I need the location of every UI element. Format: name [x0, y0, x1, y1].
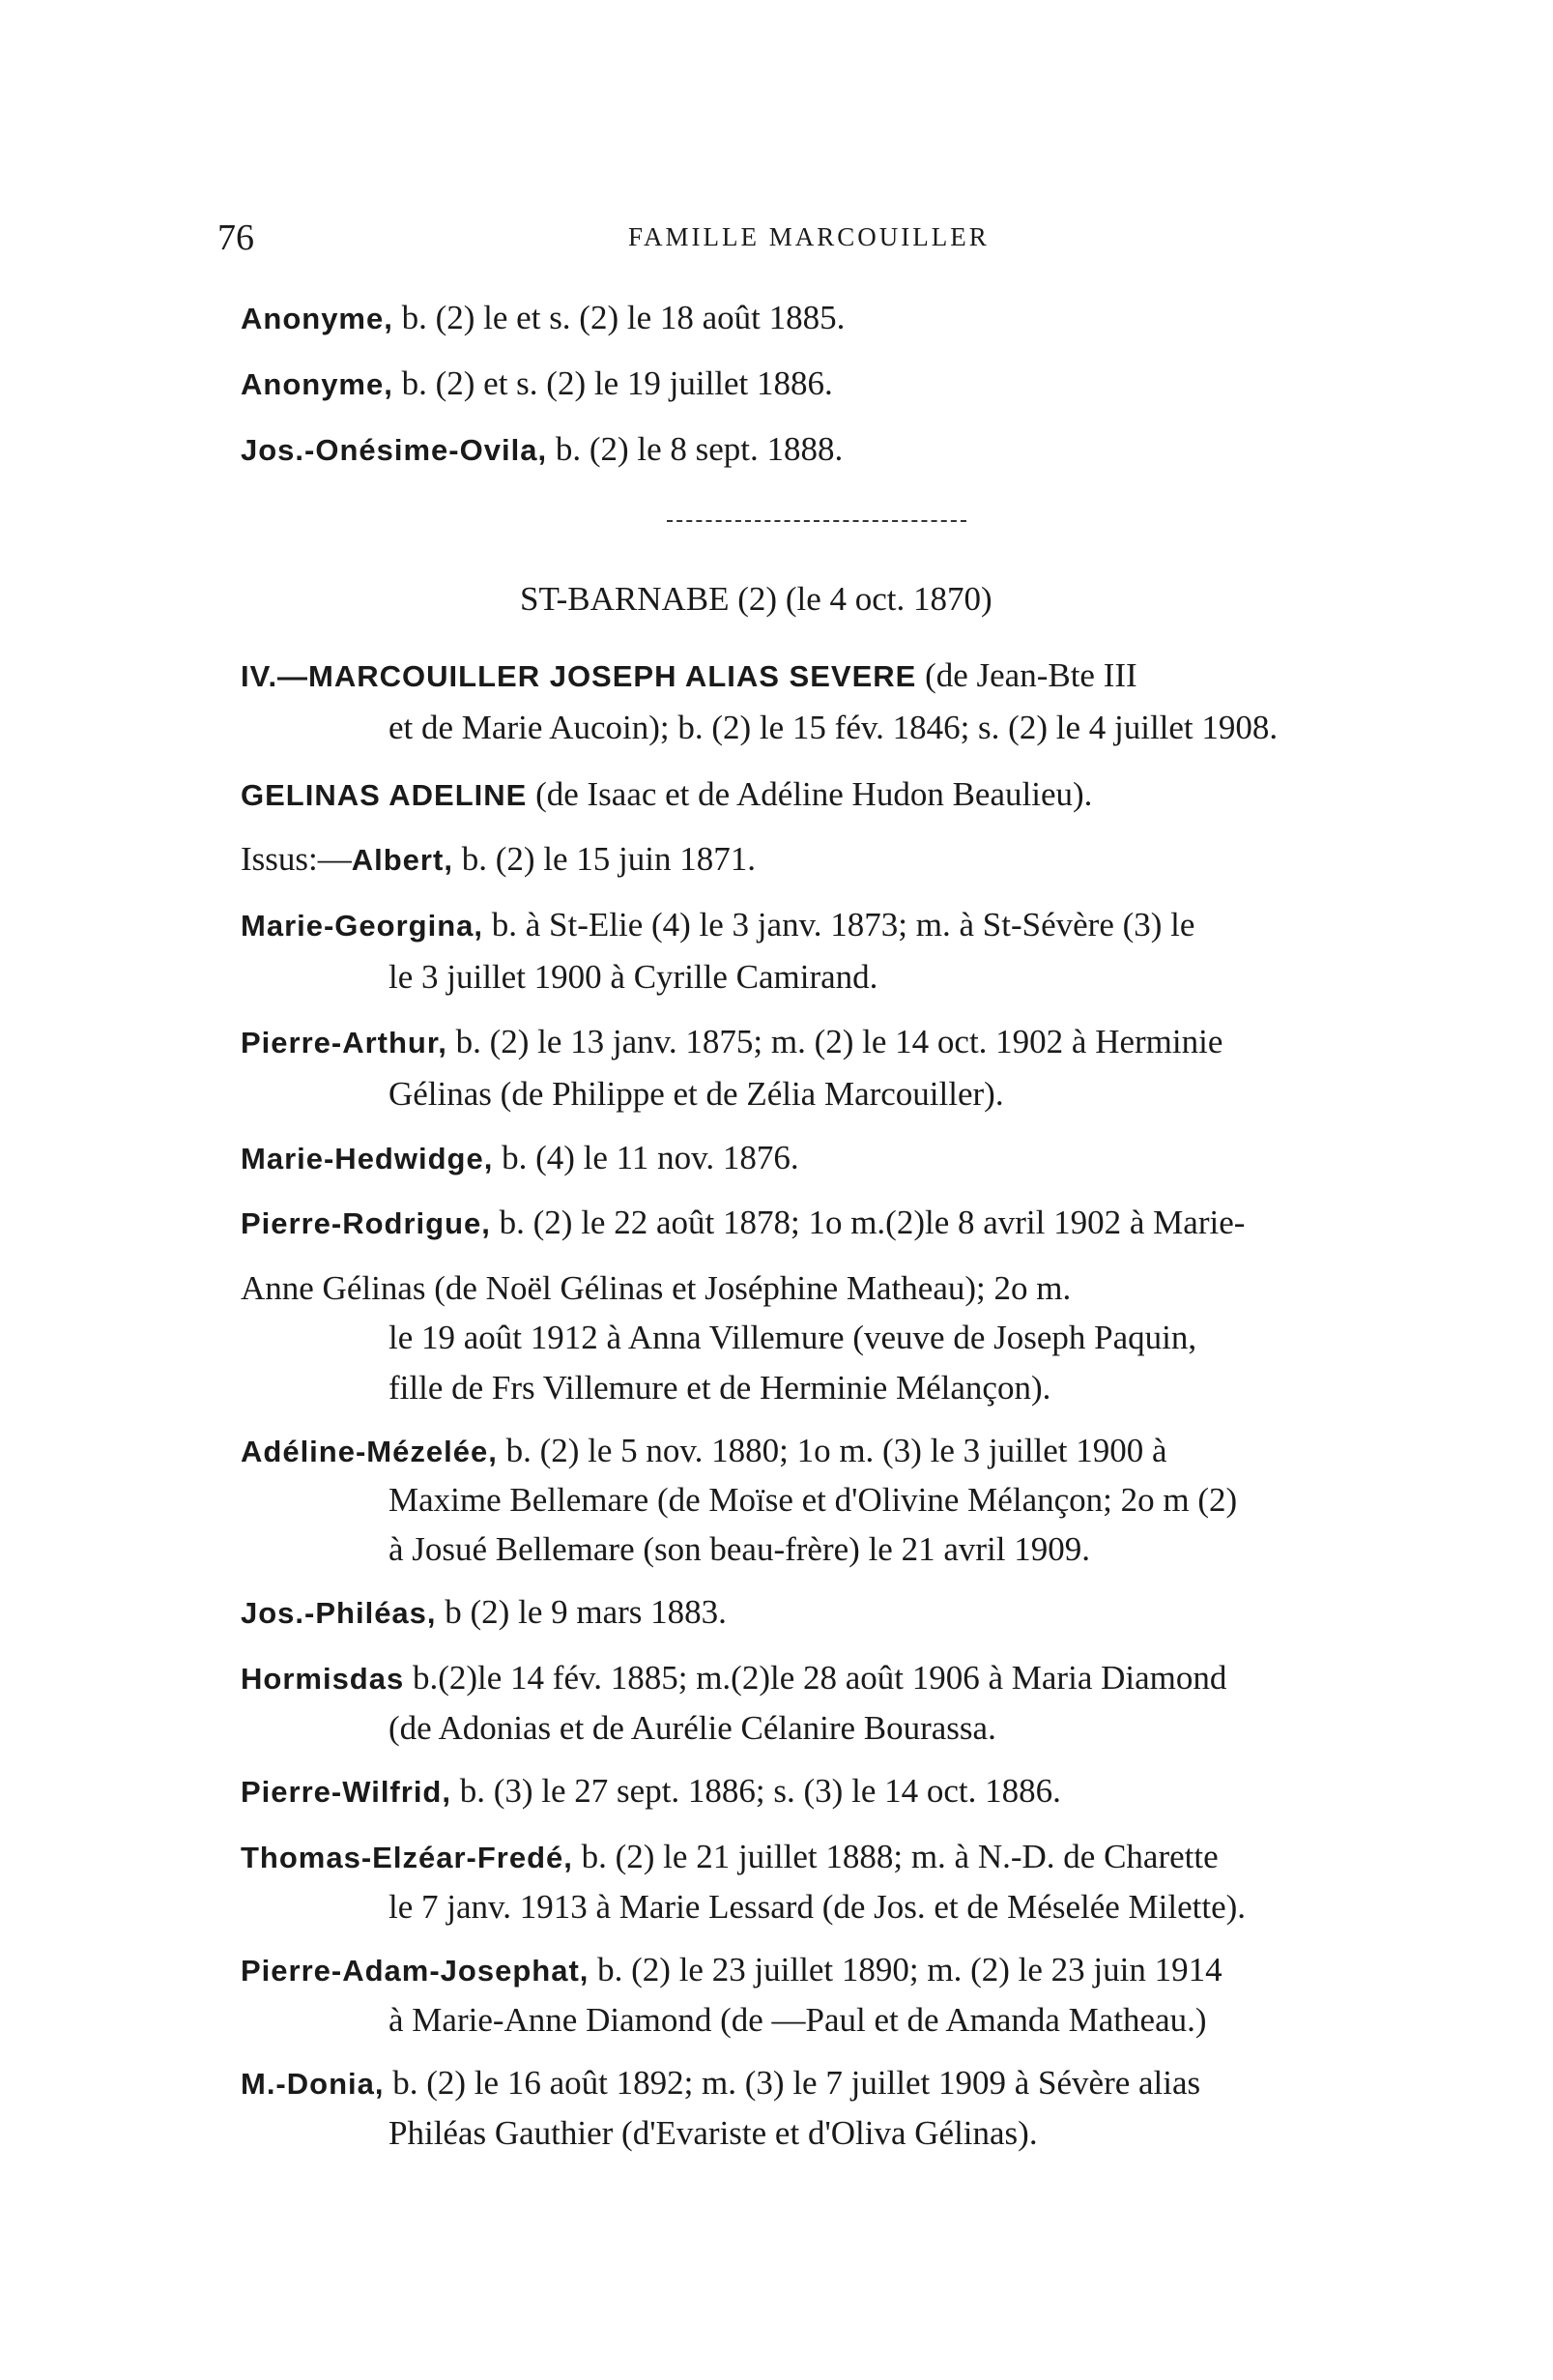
head-entry-line	[241, 653, 1400, 699]
child-text: b. (2) le 21 juillet 1888; m. à N.-D. de Charette	[572, 1838, 1219, 1875]
child-text: b. à St-Elie (4) le 3 janv. 1873; m. à St-Sévère (3) le	[483, 906, 1195, 943]
child-line	[241, 1590, 1400, 1636]
child-text: Anne Gélinas (de Noël Gélinas et Joséphine Matheau); 2o m.	[241, 1269, 1072, 1307]
child-line	[241, 1020, 1400, 1065]
child-text: b. (2) le 23 juillet 1890; m. (2) le 23 juin 1914	[589, 1951, 1222, 1988]
issus-line	[241, 837, 1400, 883]
entry-text: b. (2) le 8 sept. 1888.	[547, 430, 844, 468]
child-line	[241, 1266, 1400, 1312]
spouse-name: GELINAS ADELINE	[241, 778, 528, 812]
section-heading: ST-BARNABE (2) (le 4 oct. 1870)	[520, 580, 992, 618]
spouse-line	[241, 772, 1400, 818]
child-line	[241, 1769, 1400, 1814]
child-continuation: Gélinas (de Philippe et de Zélia Marcouiller).	[388, 1075, 1004, 1113]
head-entry-continuation: et de Marie Aucoin); b. (2) le 15 fév. 1846; s. (2) le 4 juillet 1908.	[388, 709, 1279, 746]
child-line	[241, 1201, 1400, 1246]
head-entry-text: (de Jean-Bte III	[916, 656, 1137, 694]
child-name: Pierre-Adam-Josephat,	[241, 1954, 590, 1988]
entry-text: b. (2) et s. (2) le 19 juillet 1886.	[392, 364, 833, 402]
child-continuation: Philéas Gauthier (d'Evariste et d'Oliva Gélinas).	[388, 2114, 1038, 2152]
entry-line	[241, 296, 1400, 341]
child-line	[241, 1835, 1400, 1880]
child-text: b. (2) le 5 nov. 1880; 1o m. (3) le 3 juillet 1900 à	[497, 1432, 1167, 1469]
child-text: b (2) le 9 mars 1883.	[436, 1593, 727, 1631]
child-line	[241, 2061, 1400, 2106]
child-text: b. (4) le 11 nov. 1876.	[493, 1139, 799, 1176]
child-text: b. (2) le 13 janv. 1875; m. (2) le 14 oct. 1902 à Herminie	[446, 1023, 1223, 1060]
section-divider	[667, 520, 966, 522]
child-name: Jos.-Philéas,	[241, 1596, 437, 1630]
entry-text: b. (2) le et s. (2) le 18 août 1885.	[392, 299, 846, 336]
child-text: b.(2)le 14 fév. 1885; m.(2)le 28 août 1906 à Maria Diamond	[404, 1659, 1227, 1697]
child-continuation: fille de Frs Villemure et de Herminie Mélançon).	[388, 1369, 1051, 1407]
child-name: Pierre-Wilfrid,	[241, 1775, 451, 1809]
child-name: Hormisdas	[241, 1662, 405, 1696]
child-text: b. (3) le 27 sept. 1886; s. (3) le 14 oct. 1886.	[450, 1772, 1061, 1810]
entry-line	[241, 427, 1400, 473]
child-continuation: Maxime Bellemare (de Moïse et d'Olivine Mélançon; 2o m (2)	[388, 1481, 1238, 1519]
issus-name: Albert,	[351, 843, 453, 877]
child-line	[241, 1429, 1400, 1474]
child-name: Pierre-Rodrigue,	[241, 1206, 491, 1240]
child-name: Adéline-Mézelée,	[241, 1435, 498, 1468]
head-entry-name: IV.—MARCOUILLER JOSEPH ALIAS SEVERE	[241, 659, 917, 693]
entry-name: Jos.-Onésime-Ovila,	[241, 433, 548, 467]
child-line	[241, 1948, 1400, 1993]
child-text: b. (2) le 22 août 1878; 1o m.(2)le 8 avril 1902 à Marie-	[490, 1204, 1246, 1241]
child-name: Marie-Georgina,	[241, 909, 483, 943]
entry-name: Anonyme,	[241, 367, 393, 401]
child-line	[241, 1656, 1400, 1701]
spouse-text: (de Isaac et de Adéline Hudon Beaulieu).	[527, 775, 1093, 813]
child-continuation: le 3 juillet 1900 à Cyrille Camirand.	[388, 958, 878, 996]
child-name: Marie-Hedwidge,	[241, 1142, 494, 1175]
child-continuation: le 19 août 1912 à Anna Villemure (veuve de Joseph Paquin,	[388, 1319, 1197, 1356]
child-continuation: à Marie-Anne Diamond (de —Paul et de Amanda Matheau.)	[388, 2001, 1207, 2039]
child-line	[241, 903, 1400, 948]
child-continuation: le 7 janv. 1913 à Marie Lessard (de Jos. et de Méselée Milette).	[388, 1888, 1247, 1926]
child-continuation: (de Adonias et de Aurélie Célanire Bourassa.	[388, 1709, 996, 1747]
child-text: b. (2) le 16 août 1892; m. (3) le 7 juillet 1909 à Sévère alias	[384, 2064, 1201, 2102]
issus-prefix: Issus:—	[241, 840, 352, 878]
child-line	[241, 1136, 1400, 1181]
running-title: FAMILLE MARCOUILLER	[628, 222, 990, 251]
child-continuation: à Josué Bellemare (son beau-frère) le 21 avril 1909.	[388, 1530, 1090, 1568]
child-name: Pierre-Arthur,	[241, 1026, 447, 1059]
entry-line	[241, 362, 1400, 407]
page-number: 76	[217, 218, 254, 258]
child-name: M.-Donia,	[241, 2067, 385, 2101]
entry-name: Anonyme,	[241, 302, 393, 335]
child-name: Thomas-Elzéar-Fredé,	[241, 1841, 573, 1874]
issus-text: b. (2) le 15 juin 1871.	[452, 840, 756, 878]
